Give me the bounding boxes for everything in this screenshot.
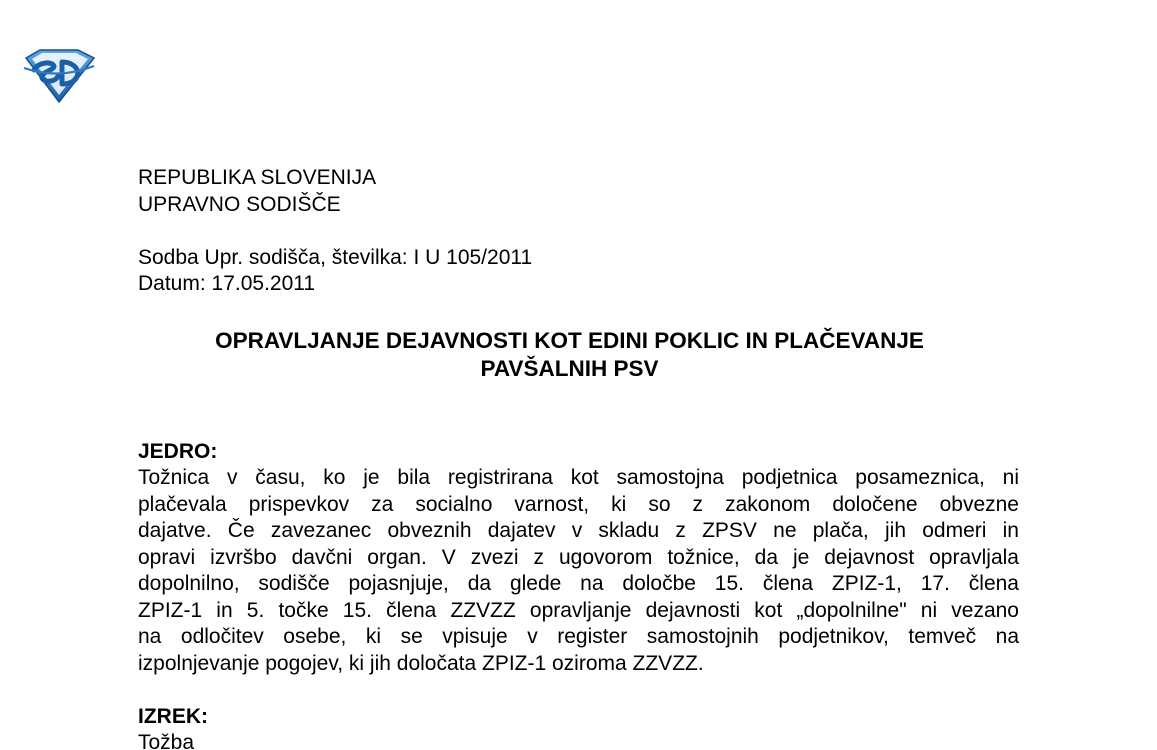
jedro-line: izpolnjevanje pogojev, ki jih določata ZPIZ-1 oziroma ZZVZZ.: [138, 651, 704, 675]
judgment-date: Datum: 17.05.2011: [138, 272, 316, 295]
izrek-text-clipped: [138, 730, 1019, 750]
jedro-heading: JEDRO:: [138, 439, 218, 463]
court-logo-icon: [22, 48, 96, 104]
jedro-line: plačevala prispevkov za socialno varnost, ki so z zakonom določene obvezne: [138, 492, 1019, 516]
izrek-first-line: Tožba: [138, 731, 195, 750]
document-title: [138, 327, 1019, 383]
jedro-line: na odločitev osebe, ki se vpisuje v register samostojnih podjetnikov, temveč na: [138, 625, 1019, 648]
judgment-number: Sodba Upr. sodišča, številka: I U 105/2011: [138, 245, 533, 269]
jedro-line: dajatve. Če zavezanec obveznih dajatev v skladu z ZPSV ne plača, jih odmeri in: [138, 519, 1019, 542]
court-name: UPRAVNO SODIŠČE: [138, 192, 341, 216]
jedro-line: ZPIZ-1 in 5. točke 15. člena ZZVZZ opravljanje dejavnosti kot „dopolnilne" ni vezano: [138, 598, 1019, 622]
title-line-1: OPRAVLJANJE DEJAVNOSTI KOT EDINI POKLIC IN PLAČEVANJE: [215, 327, 924, 353]
izrek-heading: IZREK:: [138, 704, 208, 728]
jedro-line: Tožnica v času, ko je bila registrirana kot samostojna podjetnica posameznica, ni: [138, 466, 1019, 489]
country-name: REPUBLIKA SLOVENIJA: [138, 166, 377, 189]
jedro-line: dopolnilno, sodišče pojasnjuje, da glede na določbe 15. člena ZPIZ-1, 17. člena: [138, 572, 1019, 595]
jedro-line: opravi izvršbo davčni organ. V zvezi z ugovorom tožnice, da je dejavnost opravljala: [138, 545, 1019, 569]
jedro-paragraph: [138, 465, 1019, 677]
document-page: [138, 165, 1019, 750]
title-line-2: PAVŠALNIH PSV: [480, 355, 659, 381]
